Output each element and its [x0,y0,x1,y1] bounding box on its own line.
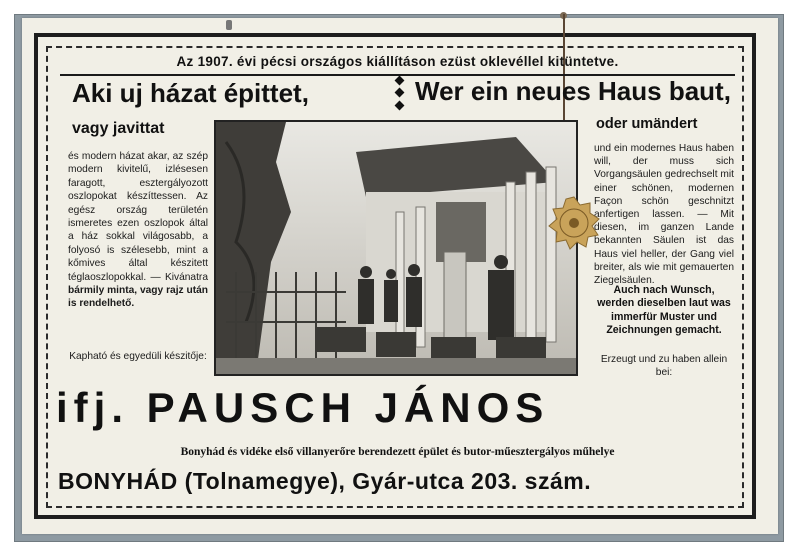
wax-seal-icon [546,195,602,251]
nail-icon [226,20,232,30]
business-name: ifj. PAUSCH JÁNOS [56,384,550,431]
subtitle-hungarian: vagy javittat [72,120,165,137]
title-german: Wer ein neues Haus baut, [415,76,731,106]
hungarian-body [68,150,208,311]
german-body-bold: Auch nach Wunsch, werden dieselben laut was immerfür Muster und Zeichnungen gemacht. [597,284,731,337]
business-tagline: Bonyhád és vidéke első villanyerőre berendezett épület és butor-műesztergályos műhelye [180,446,615,458]
hungarian-body-bold: bármily minta, vagy rajz után is rendelhető. [68,285,208,310]
hungarian-availability: Kapható és egyedüli készitője: [69,351,207,362]
subtitle-german: oder umändert [596,116,698,132]
workshop-photo [214,120,578,376]
german-body: und ein modernes Haus haben will, der muss sich Vorgangsäulen gedrechselt mit einer schönen, modernen Façon schön geschnitzt anfertigen lassen. — Mit diesen, im ganzen Lande bekannten Säulen ist das Haus viel heller, der Gang viel breiter, als wie mit gemauerten Ziegelsäulen. [594,143,734,287]
award-line: Az 1907. évi pécsi országos kiállításon ezüst oklevéllel kitüntetve. [176,54,619,69]
title-hungarian: Aki uj házat épittet, [72,78,309,108]
german-availability: Erzeugt und zu haben allein bei: [600,354,728,379]
title-divider [393,74,405,112]
business-address: BONYHÁD (Tolnamegye), Gyár-utca 203. szám. [58,468,592,494]
hungarian-body-text: és modern házat akar, az szép modern kivitelű, izlésesen faragott, esztergályozott oszlopokat készíttessen. Az egész ország területén ismeretes ezen oszlopok által a ház sokkal világosabb, a folyosó is szélesebb, mint a kőmives által készitett téglaoszlopokkal. — Kivánatra [68,151,208,283]
photo-illustration [216,122,576,374]
